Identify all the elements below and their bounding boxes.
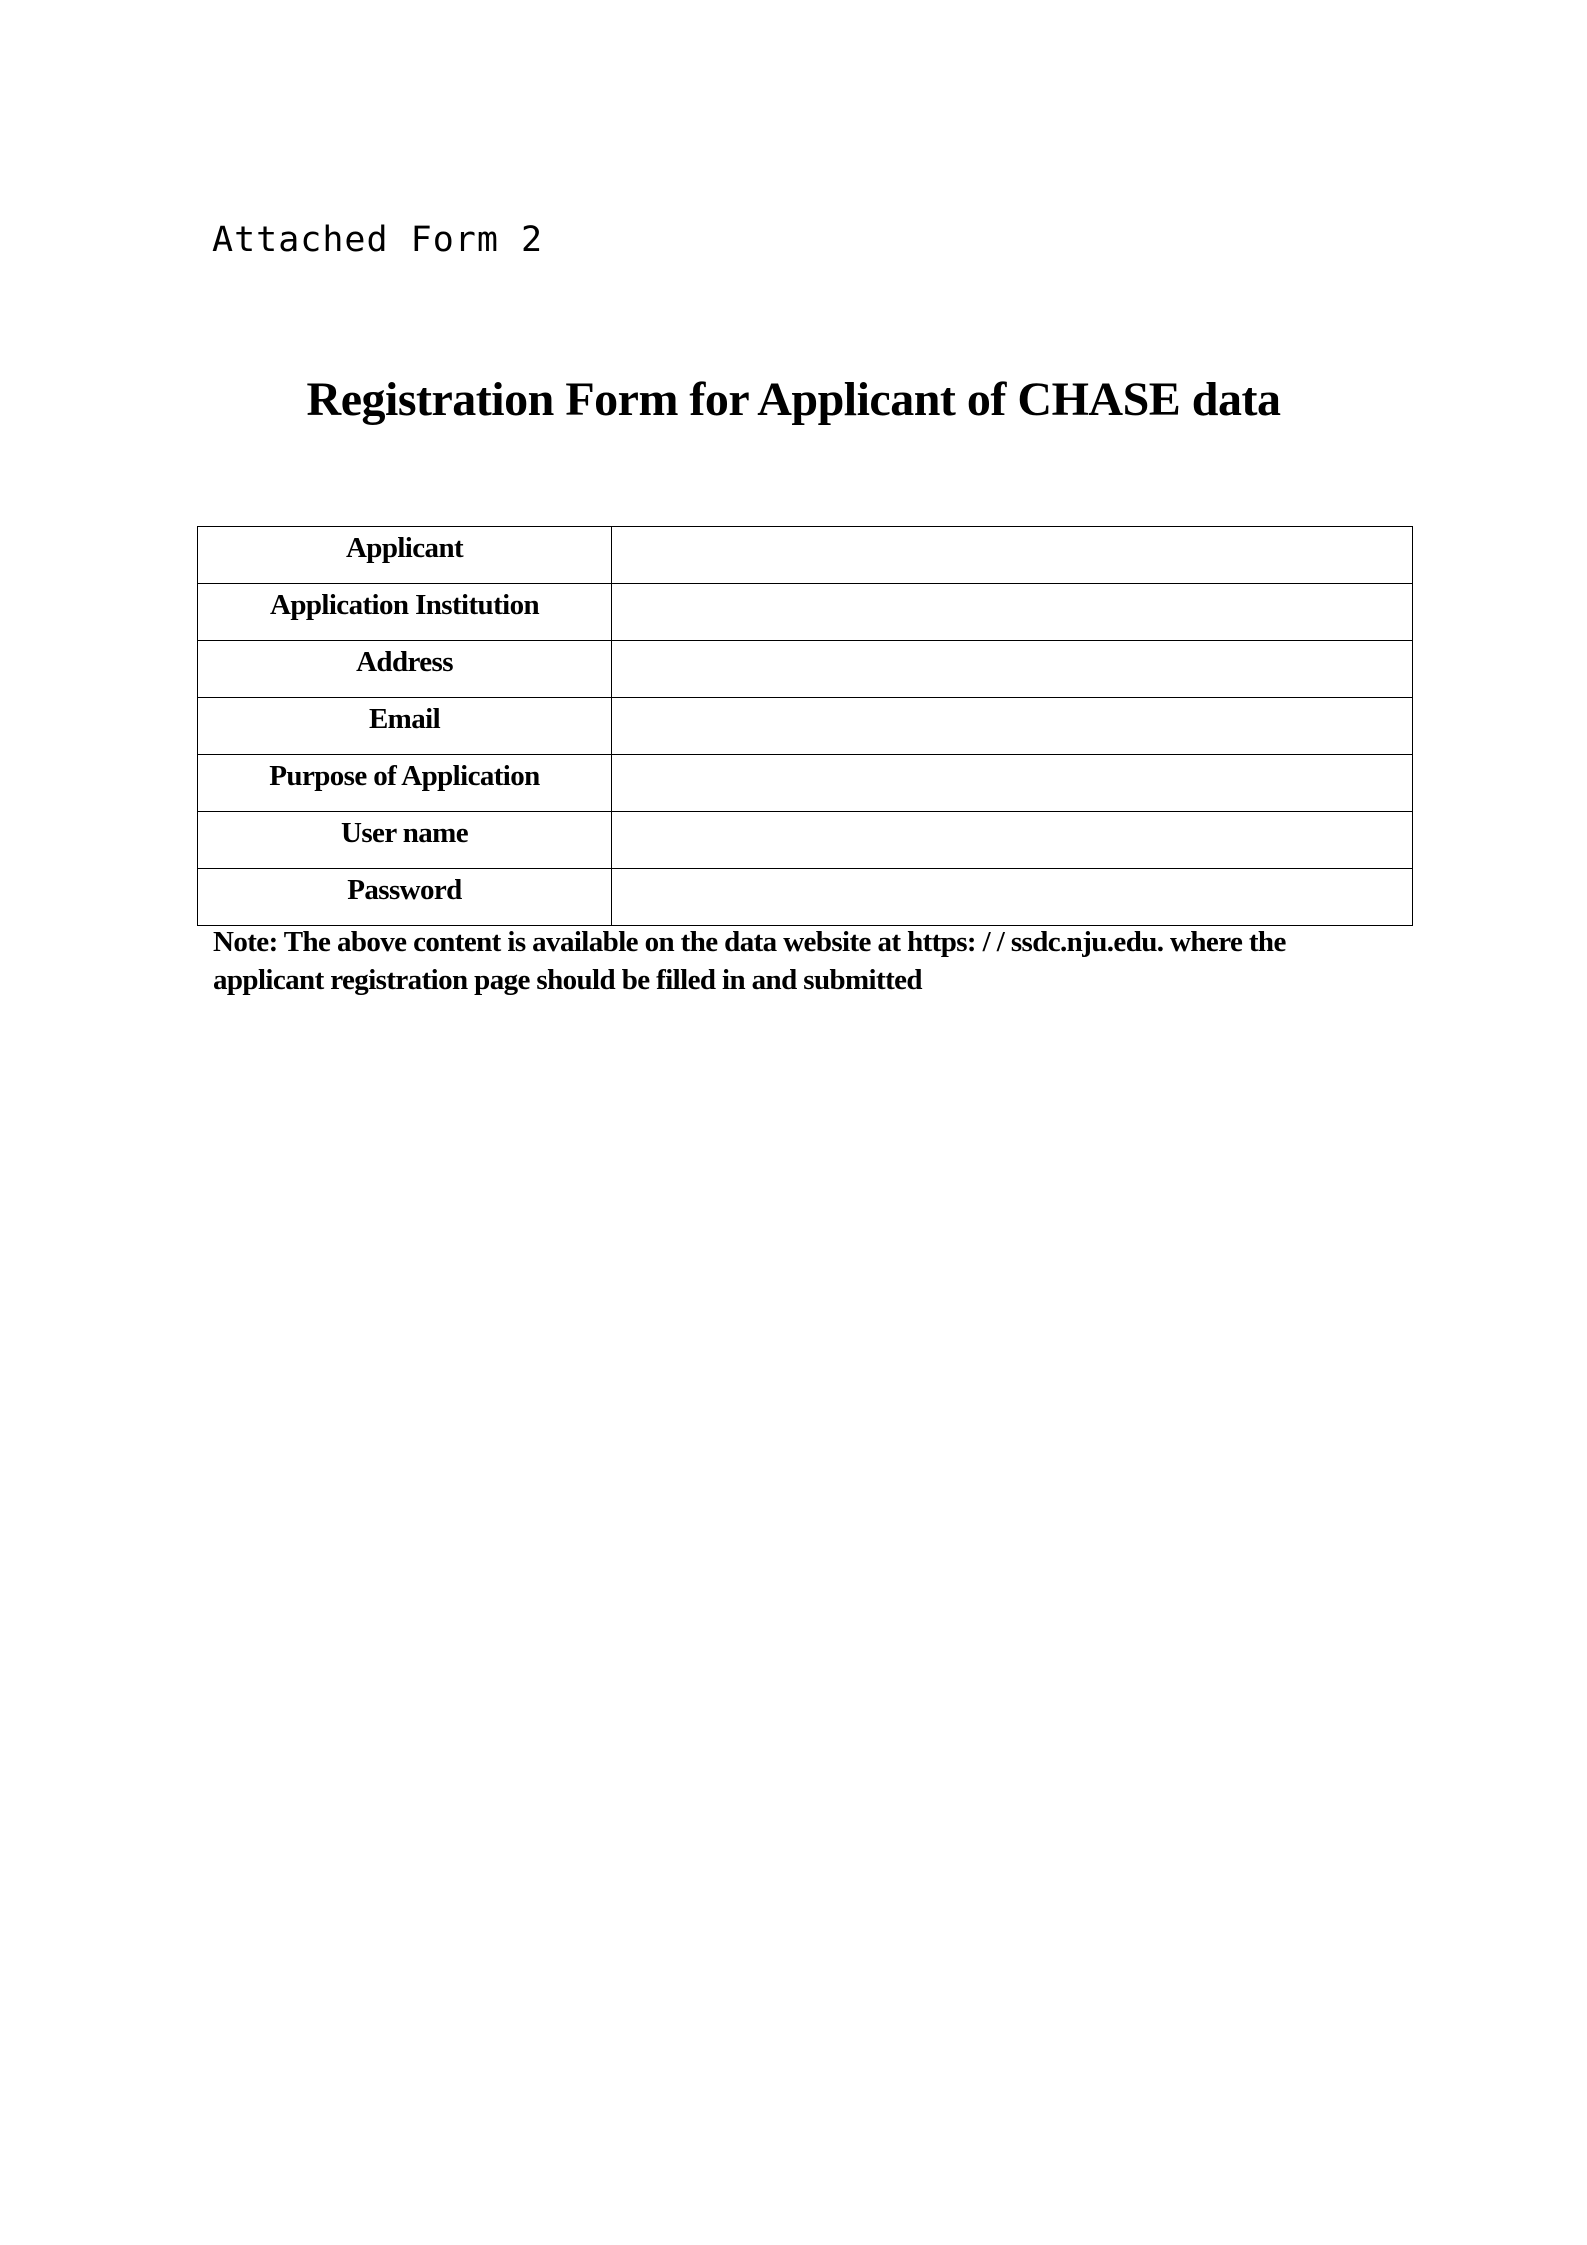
table-row-institution bbox=[198, 584, 1413, 641]
table-row-email bbox=[198, 698, 1413, 755]
row-label-password: Password bbox=[198, 869, 612, 926]
row-label-address: Address bbox=[198, 641, 612, 698]
footnote bbox=[213, 923, 1413, 999]
attached-form-label: Attached Form 2 bbox=[212, 220, 544, 260]
username-field[interactable] bbox=[612, 812, 1413, 869]
row-label-applicant: Applicant bbox=[198, 527, 612, 584]
table-row-address bbox=[198, 641, 1413, 698]
row-label-purpose: Purpose of Application bbox=[198, 755, 612, 812]
table-row-applicant bbox=[198, 527, 1413, 584]
row-label-username: User name bbox=[198, 812, 612, 869]
table-row-purpose bbox=[198, 755, 1413, 812]
registration-table bbox=[197, 526, 1413, 926]
row-label-email: Email bbox=[198, 698, 612, 755]
document-title: Registration Form for Applicant of CHASE data bbox=[306, 373, 1281, 426]
footnote-line-2: applicant registration page should be filled in and submitted bbox=[213, 964, 922, 996]
footnote-line-1: Note: The above content is available on the data website at https: / / ssdc.nju.edu. where the bbox=[213, 926, 1286, 958]
institution-field[interactable] bbox=[612, 584, 1413, 641]
password-field[interactable] bbox=[612, 869, 1413, 926]
purpose-field[interactable] bbox=[612, 755, 1413, 812]
applicant-field[interactable] bbox=[612, 527, 1413, 584]
row-label-institution: Application Institution bbox=[198, 584, 612, 641]
table-row-password bbox=[198, 869, 1413, 926]
email-field[interactable] bbox=[612, 698, 1413, 755]
table-row-username bbox=[198, 812, 1413, 869]
address-field[interactable] bbox=[612, 641, 1413, 698]
